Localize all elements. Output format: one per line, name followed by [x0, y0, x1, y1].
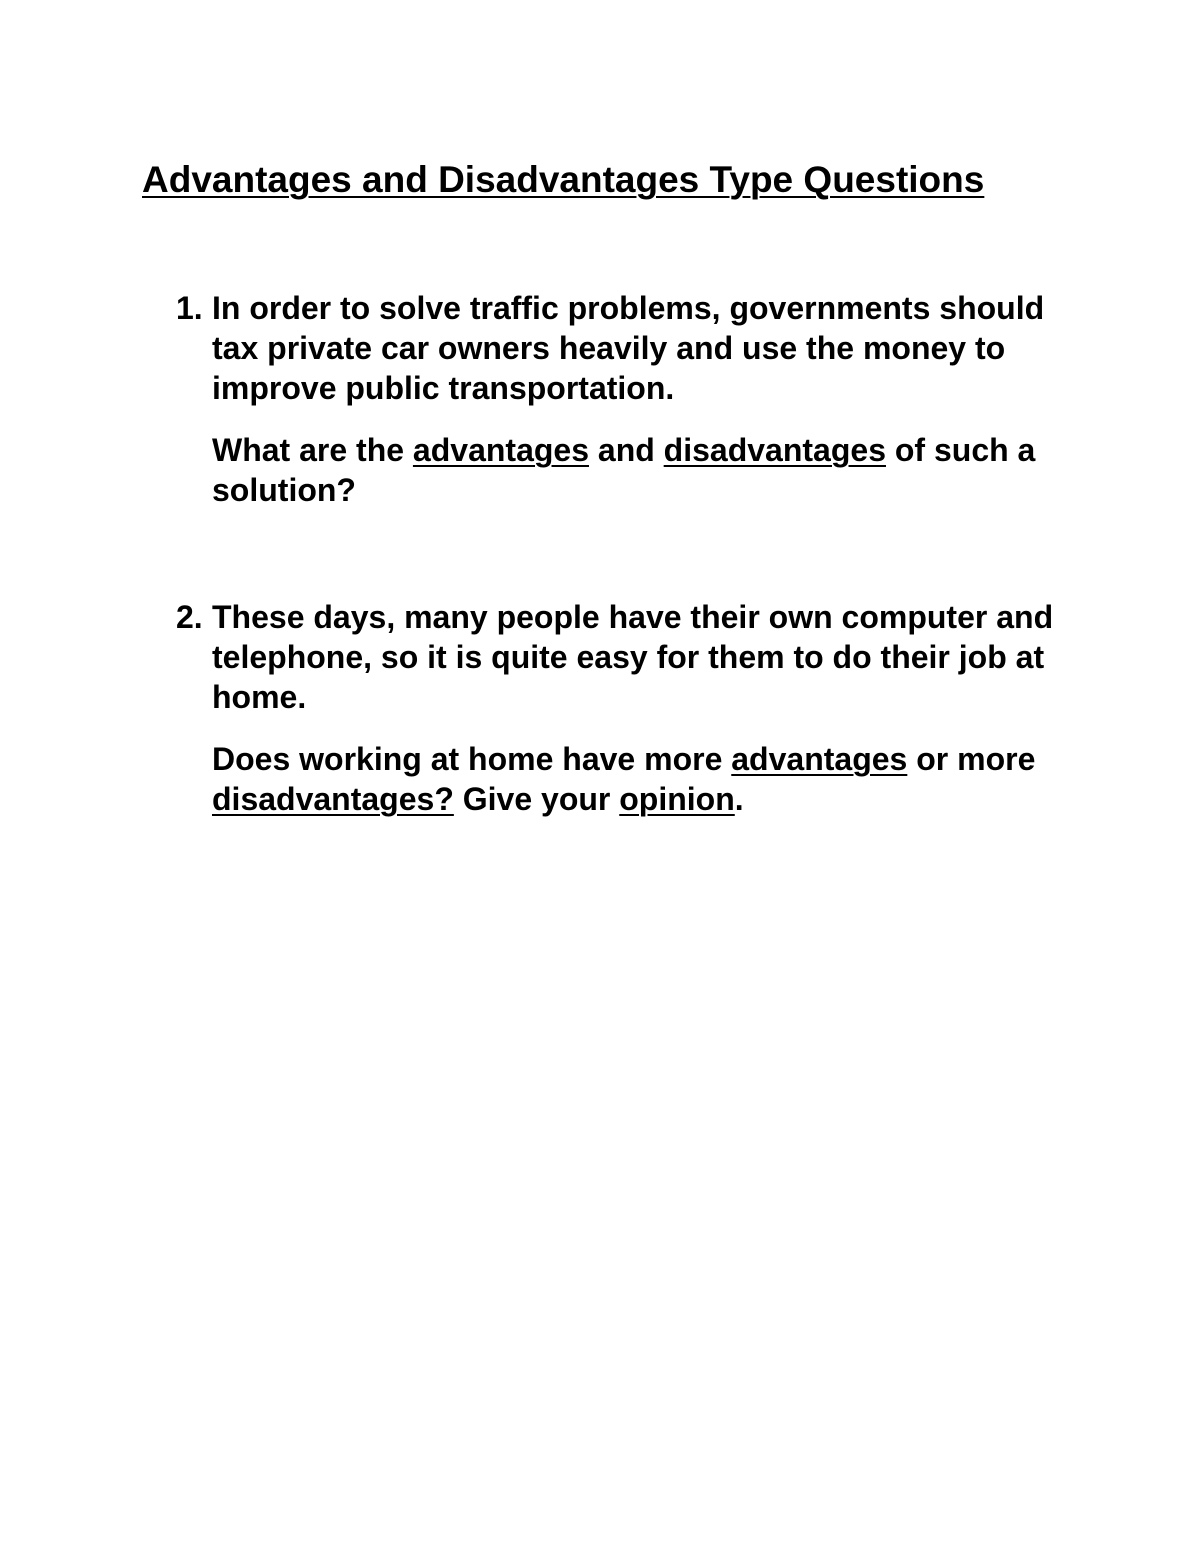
prompt-text: . — [734, 781, 744, 817]
prompt-text: or more — [907, 741, 1036, 777]
keyword-disadvantages: disadvantages? — [212, 781, 454, 817]
question-body — [212, 288, 1090, 510]
question-1 — [170, 288, 1090, 510]
keyword-advantages: advantages — [412, 432, 589, 468]
question-body — [212, 597, 1090, 819]
question-prompt — [212, 739, 1090, 819]
prompt-text: Does working at home have more — [212, 741, 732, 777]
question-statement: These days, many people have their own computer and telephone, so it is quite easy for them to do their job at home. — [212, 599, 1054, 715]
question-number: 1. — [176, 290, 203, 326]
question-number: 2. — [176, 599, 203, 635]
question-prompt — [212, 430, 1090, 510]
document-title: Advantages and Disadvantages Type Questions — [142, 159, 985, 200]
question-statement: In order to solve traffic problems, governments should tax private car owners heavily and use the money to improve public transportation. — [212, 290, 1045, 406]
prompt-text: and — [589, 432, 664, 468]
prompt-text: What are the — [212, 432, 413, 468]
question-2 — [170, 597, 1090, 819]
keyword-disadvantages: disadvantages — [663, 432, 886, 468]
keyword-advantages: advantages — [731, 741, 908, 777]
prompt-text: Give your — [453, 781, 620, 817]
keyword-opinion: opinion — [619, 781, 735, 817]
prompt-text: of such a solution? — [212, 432, 1036, 508]
